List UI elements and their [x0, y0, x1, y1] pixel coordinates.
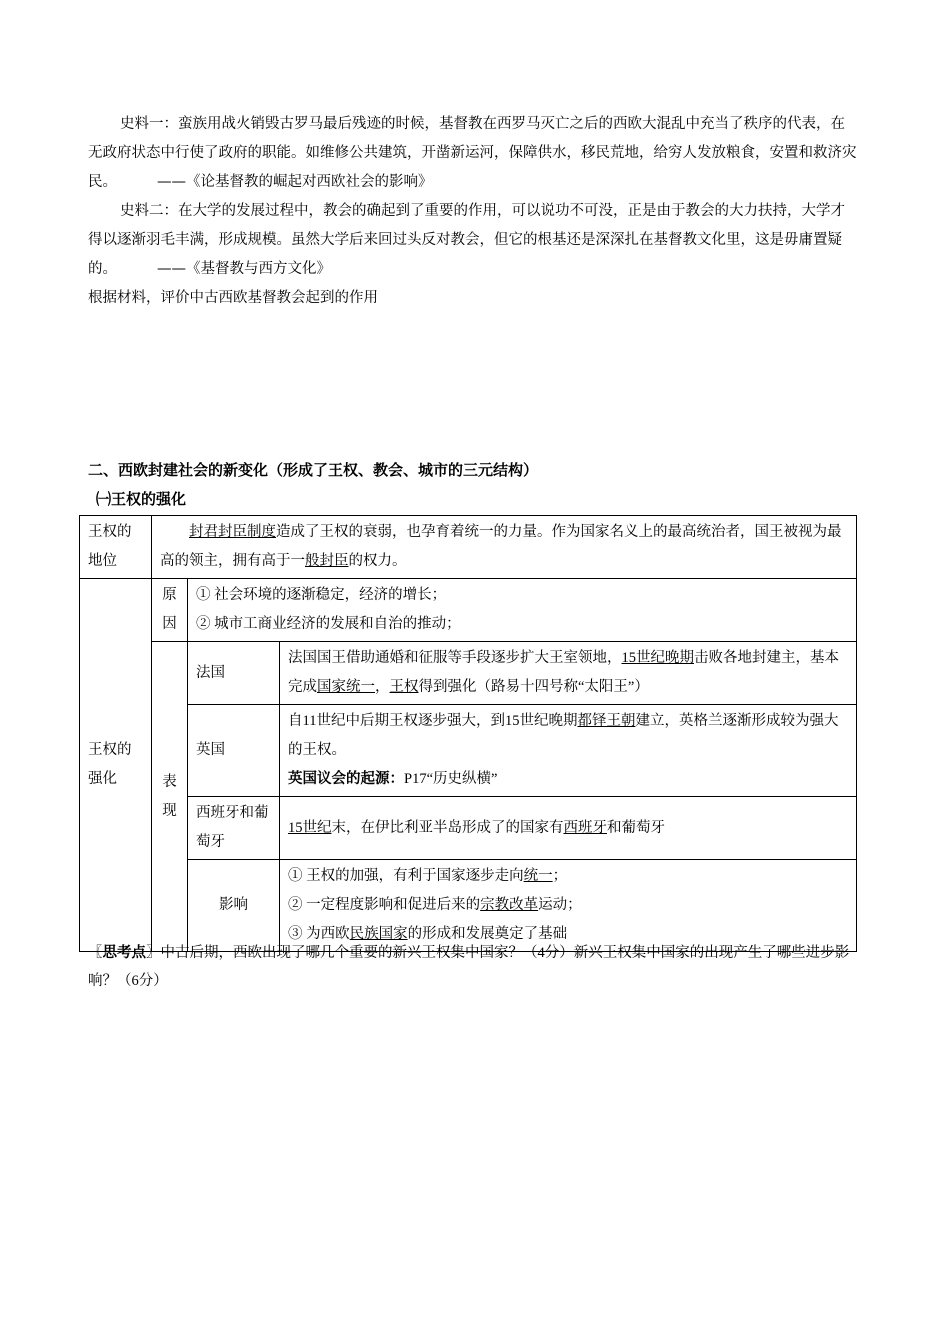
- cause-label-cell: [152, 579, 188, 642]
- strengthen-label-cell: [80, 579, 152, 952]
- think-bracket-open: 〖: [88, 945, 103, 961]
- status-label: 王权的地位: [88, 524, 132, 569]
- impact-label: 影响: [219, 897, 248, 913]
- table-row: [80, 579, 857, 642]
- france-text: 得到强化（路易十四号称“太阳王”）: [418, 679, 649, 695]
- table-row: [80, 705, 857, 797]
- impact-text: ③ 为西欧: [288, 926, 350, 942]
- spain-label-cell: [188, 797, 280, 860]
- england-label: 英国: [196, 742, 225, 758]
- status-label-cell: [80, 516, 152, 579]
- feudal-system-term: 封君封臣制度: [189, 524, 276, 540]
- source-one-text: 史料一：蛮族用战火销毁古罗马最后残迹的时候，基督教在西罗马灭亡之后的西欧大混乱中充当了秩序的代表，在无政府状态中行使了政府的职能。如维修公共建筑，开凿新运河，保障供水，移民荒地，给穷人发放粮食，安置和救济灾民。: [88, 116, 857, 190]
- spain-label: 西班牙和葡萄牙: [196, 805, 269, 850]
- france-term: 王权: [389, 679, 419, 695]
- performance-label: 表现: [162, 773, 177, 819]
- table-row: [80, 642, 857, 705]
- spain-term: 西班牙: [563, 819, 607, 836]
- impact-term: 统一: [523, 868, 553, 884]
- england-reference: P17“历史纵横”: [404, 771, 498, 787]
- impact-text: 运动；: [538, 897, 582, 913]
- france-content-cell: [280, 642, 857, 705]
- impact-text: ② 一定程度影响和促进后来的: [288, 897, 481, 913]
- subsection-title: ㈠王权的强化: [96, 490, 187, 508]
- table-row: [80, 516, 857, 579]
- spain-content-cell: [280, 797, 857, 860]
- impact-item: [288, 862, 848, 891]
- source-one: [88, 110, 858, 197]
- spain-text: 末，在伊比利亚半岛形成了的国家有: [331, 819, 564, 836]
- france-text: ，: [375, 679, 390, 695]
- impact-term: 宗教改革: [480, 897, 539, 913]
- section-title: 二、西欧封建社会的新变化（形成了王权、教会、城市的三元结构）: [88, 461, 539, 479]
- cause-label: 原因: [162, 587, 177, 632]
- think-bracket-close: 〗: [146, 945, 161, 961]
- performance-label-cell: [152, 642, 188, 952]
- france-term: 15世纪晚期: [621, 650, 694, 666]
- source-two: [88, 197, 858, 284]
- england-term: 都铎王朝: [577, 713, 636, 729]
- france-term: 国家统一: [317, 679, 375, 695]
- status-text-end: 的权力。: [348, 553, 407, 569]
- england-content-cell: [280, 705, 857, 797]
- cause-item: ① 社会环境的逐渐稳定，经济的增长；: [196, 587, 447, 603]
- impact-text: ；: [552, 868, 568, 884]
- france-label: 法国: [196, 664, 225, 681]
- status-text: 造成了王权的衰弱，也孕育着统一的力量。作为国家名义上的最高统治者，国王被视为最高的领主，拥有高于一: [160, 524, 842, 569]
- think-point: [88, 939, 864, 995]
- source-two-text: 史料二：在大学的发展过程中，教会的确起到了重要的作用，可以说功不可没，正是由于教会的大力扶持，大学才得以逐渐羽毛丰满，形成规模。虽然大学后来回过头反对教会，但它的根基还是深深扎在基督教文化里，这是毋庸置疑的。: [88, 203, 845, 277]
- england-text: 建立，英格兰逐渐形成较为强大的王权。: [288, 713, 839, 758]
- impact-item: [288, 891, 848, 920]
- status-content-cell: [152, 516, 857, 579]
- cause-item: ② 城市工商业经济的发展和自治的推动；: [196, 616, 461, 632]
- royal-power-table: [79, 515, 857, 952]
- vassal-term: 般封臣: [305, 553, 349, 569]
- england-label-cell: [188, 705, 280, 797]
- parliament-origin-label: 英国议会的起源：: [288, 771, 404, 787]
- table-row: [80, 860, 857, 952]
- spain-text: 和葡萄牙: [607, 819, 665, 836]
- france-label-cell: [188, 642, 280, 705]
- england-text: 自11世纪中后期王权逐步强大，到15世纪晚期: [288, 713, 578, 729]
- impact-text: ① 王权的加强，有利于国家逐步走向: [288, 868, 524, 884]
- impact-text: 的形成和发展奠定了基础: [407, 926, 568, 942]
- source-one-citation: ——《论基督教的崛起对西欧社会的影响》: [157, 174, 433, 190]
- france-text: 击败各地封建主，基本完成: [288, 650, 839, 695]
- impact-term: 民族国家: [349, 926, 408, 942]
- spain-term: 15世纪: [288, 819, 332, 836]
- source-two-citation: ——《基督教与西方文化》: [157, 261, 331, 277]
- question-text: 根据材料，评价中古西欧基督教会起到的作用: [88, 290, 378, 306]
- table-row: [80, 797, 857, 860]
- think-question: 中古后期，西欧出现了哪几个重要的新兴王权集中国家？（4分）新兴王权集中国家的出现产生了哪些进步影响？（6分）: [88, 945, 850, 989]
- france-text: 法国国王借助通婚和征服等手段逐步扩大王室领地，: [288, 650, 622, 666]
- think-label: 思考点: [102, 945, 146, 961]
- cause-content-cell: [188, 579, 857, 642]
- impact-label-cell: [188, 860, 280, 952]
- impact-content-cell: [280, 860, 857, 952]
- strengthen-label: 王权的强化: [88, 742, 132, 787]
